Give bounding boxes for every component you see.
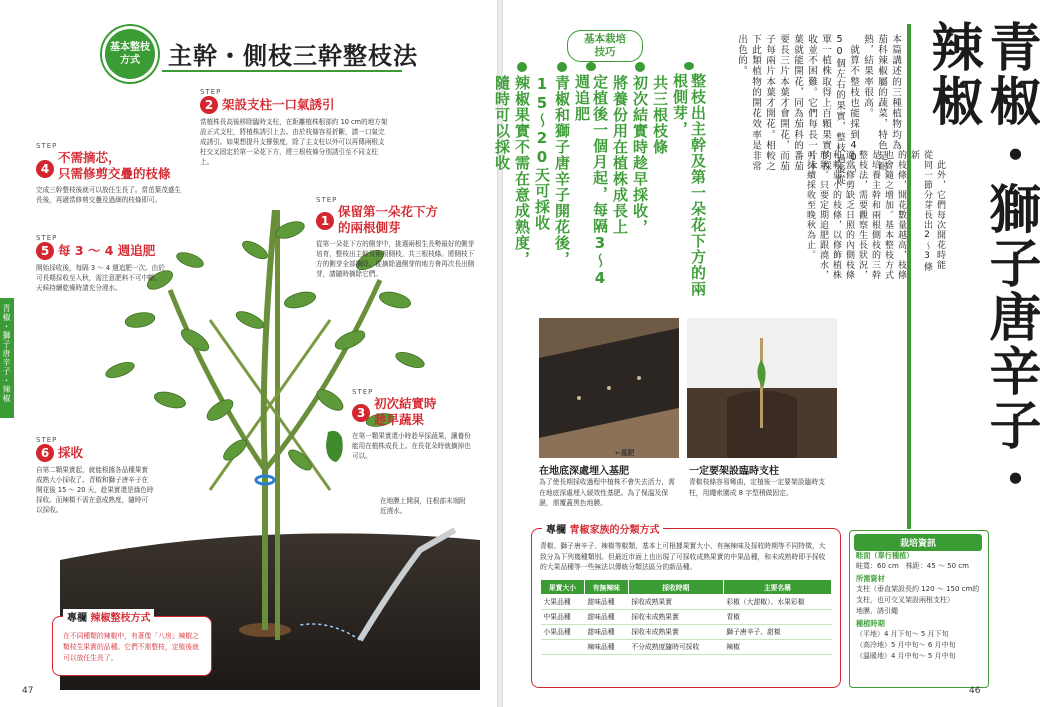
page-number: 47 [22, 686, 34, 696]
tip-item: 辣椒果實不需在意成熟度， [513, 62, 531, 302]
fertilizer-arrow-label: ←基肥 [615, 449, 635, 457]
tip-item: 青椒和獅子唐辛子開花後， [553, 62, 571, 302]
note-box-title: 專欄 辣椒整枝方式 [63, 609, 154, 624]
column-header: 有無辣味 [584, 579, 628, 594]
bullet-icon [557, 62, 567, 72]
tip-item: 隨時可以採收 [493, 75, 511, 171]
bullet-icon [586, 62, 596, 71]
table-row: 小果品種 甜味品種 採收未成熟果實 獅子唐辛子、甜椒 [541, 624, 832, 639]
step-number-badge: 4 [36, 160, 54, 178]
right-page [493, 0, 1040, 707]
tip-item: 整枝出主幹及第一朵花下方的兩根側芽， [671, 62, 707, 302]
pepper-classification-panel: 專欄 青椒家族的分類方式 青椒、獅子唐辛子、辣椒等椒類，基本上可根據果實大小、有無辣味及採收時期等不同特徵，大致分為下列幾種類別。但最近市面上也出現了可採收成熟果實的中果品種，和未成熟時即予採收的大果品種等一些無法以傳統分類法區分的新品種。 果實大小 有無辣味 採收時期 主要名稱 大果品種 甜味品種 採收成熟果實 彩椒（大甜椒）、水果彩椒 中果品種 甜味品種 採收未成熟果實 青椒 小果品種 甜味品種 採收未成熟果實 獅子唐辛子、甜椒 辣味品種 不分成熟度隨時可採收 辣椒 [531, 528, 841, 688]
chili-note-box: 專欄 辣椒整枝方式 在不同種類的辣椒中，有著像「八房」辣椒之類枝生果實的品種。它們不需整枝，定植後就可以放任生長了。 [52, 616, 212, 676]
page-title: 青椒・獅子唐辛子・辣椒 [922, 20, 1040, 506]
step-number-badge: 3 [352, 404, 370, 422]
bullet-icon [635, 62, 645, 72]
tip-item: 15～20天可採收 [533, 75, 551, 231]
bullet-icon [517, 62, 527, 72]
method-badge: 基本整枝方式 [102, 26, 158, 82]
varieties-table [540, 579, 832, 655]
tips-list [493, 62, 707, 302]
step-number-badge: 6 [36, 444, 54, 462]
bullet-icon [684, 62, 694, 70]
page-title: 主幹・側枝三幹整枝法 [168, 42, 418, 70]
left-page [0, 0, 497, 707]
column-header: 採收時期 [628, 579, 723, 594]
watering-note: 在地膜上開洞，往根部末端附近澆水。 [380, 497, 466, 515]
column-header: 果實大小 [541, 579, 585, 594]
step-3: STEP 3 初次結實時 趁早蔬果 在第一顆果實還小時趁早採蔬果，讓養份能用在植株成長上。在長花朵時就摘掉也可以。 [352, 388, 471, 460]
cultivation-info-box: 栽培資訊 畦面（單行種植） 畦寬：60 cm 株距：45 ～ 50 cm 所需資材 支柱（垂直架設長約 120 ～ 150 cm的支柱，也可交叉架設兩根支柱） 地膜、誘引繩 種植時期 （平地）4 月下旬～ 5 月下旬 （高冷地）5 月中旬～ 6 月中旬 （溫暖地）4 月中旬～ 5 月中旬 [849, 530, 989, 688]
table-row: 辣味品種 不分成熟度隨時可採收 辣椒 [541, 639, 832, 654]
intro-body: 本篇講述的三種植物均為 茄科辣椒屬的蔬菜，特色是耐 熱，結果率很高。 就算不整枝也能採到40～ 50個左右的果實，整枝過後從 單一植株取得上百顆果實的採 收並不困難。它們每長一片本 葉就能開花，同為茄科的番茄 要長三片本葉才會開花，而茄 子每兩片本葉才開花。相較之 下此類植物的開花效率是非常 出色的。 [736, 34, 901, 186]
tip-item: 初次結實時趁早採收， [631, 62, 649, 302]
step-1: STEP 1 保留第一朵花下方 的兩根側芽 從第一朵花下方的側芽中，挑選兩根生長勢最好的側芽培育，整枝出主幹及兩根側枝，共三根枝條。將側枝下方的側芽全部摘除。從摘除過側芽的地方會再次長出側芽，請隨時摘除它們。 [316, 196, 475, 278]
intro-body-continued: 此外，它們每次開花時能 從同一節分芽長出2～3條新 的枝條，開花數量越高，枝條 也會隨之增加。基本整枝方式 是培養主幹和兩根側枝的三幹 整枝法，需要觀察生長狀況， 適當修剪缺乏日照的內側枝條 和較弱小的枝條，以修飾植株 形狀。只要定期追肥跟澆水， 可持續採收至晚秋為止。 [805, 150, 945, 280]
step-number-badge: 1 [316, 212, 334, 230]
photo-caption-fertilizer: 在地底深處埋入基肥 為了使長期採收過程中植株不會失去活力，需在地底深處埋入緩效性基肥。為了保溫及保濕，需覆蓋黑色地膜。 [539, 466, 675, 507]
step-number-badge: 2 [200, 96, 218, 114]
step-5: STEP 5 每 3 ～ 4 週追肥 開始採收後，每隔 3 ～ 4 週追肥一次。由於可長期採收至入秋，需注意肥料不可中斷。天候持續乾燥時請充分澆水。 [36, 234, 165, 292]
step-4: STEP 4 不需摘芯， 只需修剪交疊的枝條 完成三幹整枝後就可以放任生長了。當茁葉茂盛生長後，再適當修剪交疊及過細的枝條即可。 [36, 142, 182, 204]
table-row: 中果品種 甜味品種 採收未成熟果實 青椒 [541, 609, 832, 624]
chapter-side-tab: 青椒・獅子唐辛子・辣椒 [0, 298, 14, 418]
step-6: STEP 6 採收 自第二顆果實起，就能根據各品種果實成熟大小採收了。青椒和獅子唐辛子在開花後 15 ～ 20 天，趁果實還是綠色時採收。而辣椒不需在意成熟度，隨時可以採收。 [36, 436, 154, 514]
info-box-title: 栽培資訊 [854, 534, 982, 551]
tip-item: 共三根枝條 [651, 75, 669, 155]
panel-title: 專欄 青椒家族的分類方式 [542, 521, 663, 536]
tip-item: 將養份用在植株成長上 [611, 75, 629, 235]
photo-caption-stake: 一定要架設臨時支柱 青椒枝條容易彎曲，定植後一定要架設臨時支柱，用繩索圍成 8 字型稍做固定。 [689, 466, 825, 497]
tip-item: 定植後一個月起，每隔3～4週追肥 [573, 62, 609, 302]
title-underline [162, 70, 402, 72]
step-number-badge: 5 [36, 242, 54, 260]
base-fertilizer-photo [539, 318, 679, 458]
temporary-stake-photo [687, 318, 837, 458]
table-row: 大果品種 甜味品種 採收成熟果實 彩椒（大甜椒）、水果彩椒 [541, 594, 832, 609]
tips-header: 基本栽培技巧 [567, 30, 643, 62]
column-header: 主要名稱 [723, 579, 831, 594]
page-number: 46 [969, 686, 981, 696]
step-2: STEP 2 架設支柱一口氣誘引 當植株長高後移除臨時支柱，在距離植株根部約 10 cm的地方架設正式支柱，將植株誘引上去。由於枝條容易折斷，請一口氣完成誘引。如果想提升支撐強度，除了主支柱以外可以再傳兩根支柱交叉固定於第一朵花下方，將三根枝條分別誘引至不同支柱上。 [200, 88, 388, 166]
